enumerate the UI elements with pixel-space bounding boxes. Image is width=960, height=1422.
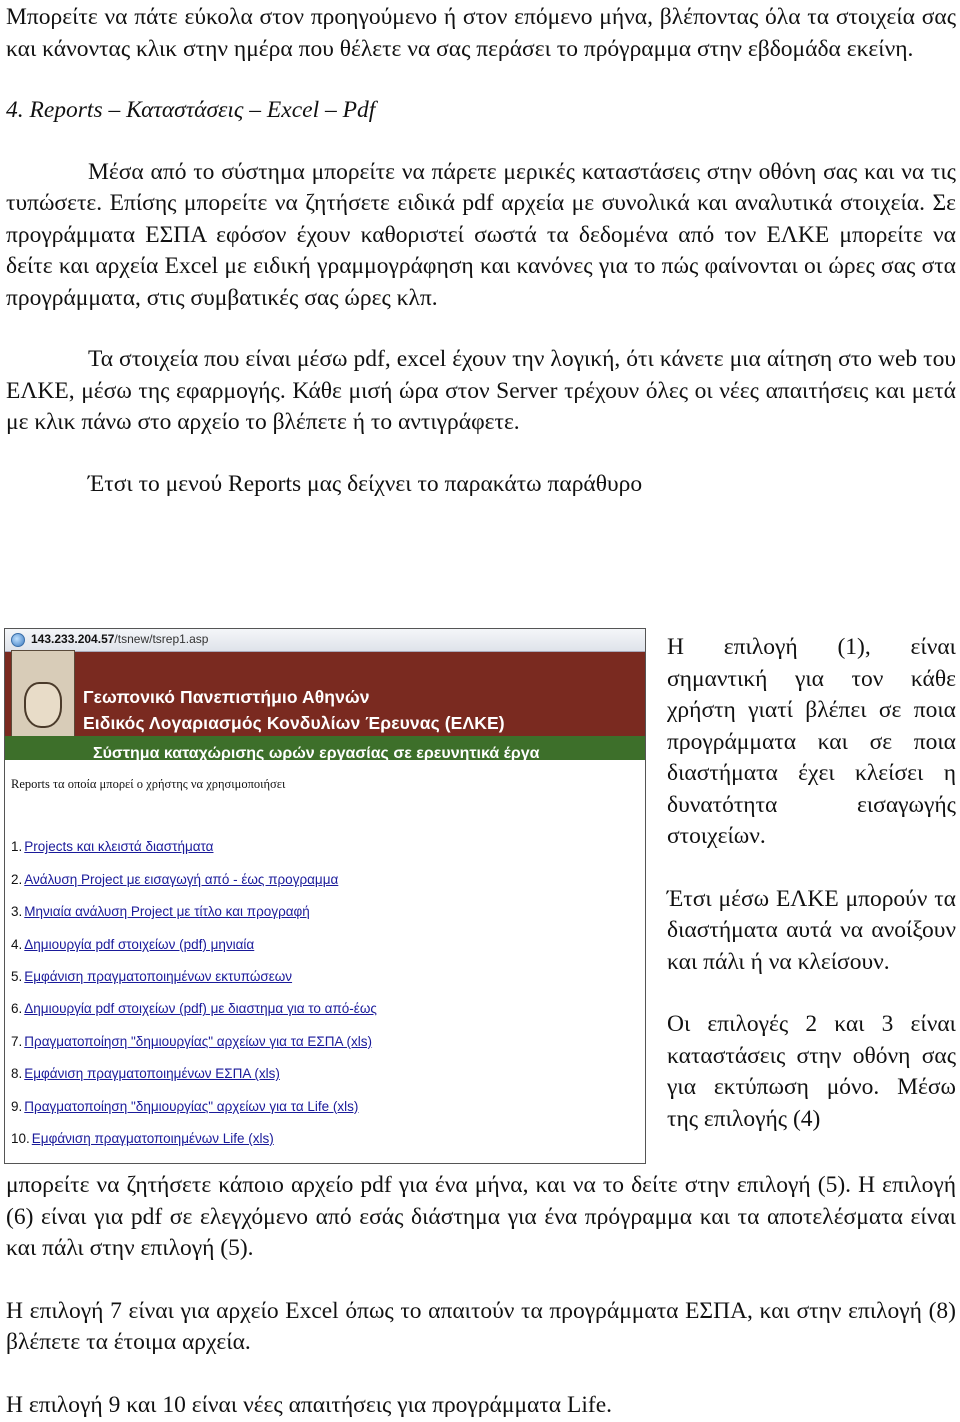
menu-item-6[interactable]: 6. Δημιουργία pdf στοιχείων (pdf) με διαστημα για το από-έως — [11, 993, 377, 1025]
paragraph-option-7: Η επιλογή 7 είναι για αρχείο Excel όπως το απαιτούν τα προγράμματα ΕΣΠΑ, και στην επιλογή (8) βλέπετε τα έτοιμα αρχεία. — [6, 1297, 956, 1355]
menu-item-4[interactable]: 4. Δημιουργία pdf στοιχείων (pdf) μηνιαία — [11, 928, 377, 960]
menu-link[interactable]: Πραγματοποίηση "δημιουργίας" αρχείων για τα ΕΣΠΑ (xls) — [24, 1033, 373, 1049]
side-paragraph-3: Οι επιλογές 2 και 3 είναι καταστάσεις στην οθόνη σας για εκτύπωση μόνο. Μέσω της επιλογής (4) — [667, 1011, 956, 1132]
menu-link[interactable] — [11, 1155, 264, 1164]
menu-item-8[interactable]: 8. Εμφάνιση πραγματοποιημένων ΕΣΠΑ (xls) — [11, 1058, 377, 1090]
menu-link[interactable]: Εμφάνιση πραγματοποιημένων ΕΣΠΑ (xls) — [24, 1066, 280, 1082]
menu-item-5[interactable]: 5. Εμφάνιση πραγματοποιημένων εκτυπώσεων — [11, 961, 377, 993]
menu-item-3[interactable]: 3. Μηνιαία ανάλυση Project με τίτλο και προγραφή — [11, 896, 377, 928]
menu-item-1[interactable]: 1. Projects και κλειστά διαστήματα — [11, 831, 377, 863]
menu-link[interactable]: Πραγματοποίηση "δημιουργίας" αρχείων για τα Life (xls) — [24, 1098, 359, 1114]
reports-menu — [11, 831, 377, 1164]
system-title: Σύστημα καταχώρισης ωρών εργασίας σε ερευνητικά έργα — [93, 745, 540, 762]
side-paragraph-2: Έτσι μέσω ΕΛΚΕ μπορούν τα διαστήματα αυτά να ανοίξουν και πάλι ή να κλείσουν. — [667, 885, 956, 975]
menu-link[interactable]: Δημιουργία pdf στοιχείων (pdf) μηνιαία — [24, 936, 255, 952]
back-to-menu-link[interactable] — [11, 1155, 377, 1164]
menu-item-9[interactable]: 9. Πραγματοποίηση "δημιουργίας" αρχείων για τα Life (xls) — [11, 1090, 377, 1122]
paragraph-pdf-excel: Τα στοιχεία που είναι μέσω pdf, excel έχουν την λογική, ότι κάνετε μια αίτηση στο web του ΕΛΚΕ, μέσω της εφαρμογής. Κάθε μισή ώρα στον Server τρέχουν όλες οι νέες απαιτήσεις και μετά με κλικ πάνω στο αρχείο το βλέπετε ή το αντιγράφετε. — [6, 346, 956, 435]
menu-item-10[interactable]: 10. Εμφάνιση πραγματοποιημένων Life (xls) — [11, 1123, 377, 1155]
site-banner — [5, 652, 645, 736]
menu-link[interactable]: Εμφάνιση πραγματοποιημένων Life (xls) — [31, 1130, 274, 1146]
menu-link[interactable]: Projects και κλειστά διαστήματα — [24, 839, 214, 855]
reports-heading: Reports τα οποία μπορεί ο χρήστης να χρησιμοποιήσει — [11, 777, 286, 791]
menu-item-7[interactable]: 7. Πραγματοποίηση "δημιουργίας" αρχείων για τα ΕΣΠΑ (xls) — [11, 1025, 377, 1057]
reports-screenshot — [4, 628, 646, 1164]
menu-link[interactable]: Μηνιαία ανάλυση Project με τίτλο και προγραφή — [24, 904, 310, 920]
intro-paragraph: Μπορείτε να πάτε εύκολα στον προηγούμενο ή στον επόμενο μήνα, βλέποντας όλα τα στοιχεία σας και κάνοντας κλικ στην ημέρα που θέλετε να σας περάσει το πρόγραμμα στην εβδομάδα εκείνη. — [6, 4, 956, 62]
after-screenshot-text — [6, 1170, 956, 1421]
side-column — [667, 632, 956, 1135]
address-path: /tsnew/tsrep1.asp — [114, 632, 209, 647]
side-paragraph-1: Η επιλογή (1), είναι σημαντική για τον κάθε χρήστη γιατί βλέπει σε ποια προγράμματα και σε ποια διαστήματα έχει κλείσει η δυνατότητα εισαγωγής στοιχείων. — [667, 634, 956, 849]
menu-link[interactable]: Δημιουργία pdf στοιχείων (pdf) με διαστημα για το από-έως — [24, 1001, 377, 1017]
paragraph-options-4-6: μπορείτε να ζητήσετε κάποιο αρχείο pdf για ένα μήνα, και να το δείτε στην επιλογή (5). Η επιλογή (6) είναι για pdf σε ελεγχόμενο από εσάς διάστημα για ένα πρόγραμμα και τα αποτελέσματα είναι και πάλι στην επιλογή (5). — [6, 1172, 956, 1261]
paragraph-options-9-10: Η επιλογή 9 και 10 είναι νέες απαιτήσεις για προγράμματα Life. — [6, 1391, 613, 1418]
document-page — [6, 0, 956, 500]
paragraph-reports-window: Έτσι το μενού Reports μας δείχνει το παρακάτω παράθυρο — [88, 470, 643, 497]
banner-title: Γεωπονικό Πανεπιστήμιο Αθηνών — [83, 687, 370, 707]
globe-icon — [11, 633, 25, 647]
menu-item-2[interactable]: 2. Ανάλυση Project με εισαγωγή από - έως προγραμμα — [11, 863, 377, 895]
address-host: 143.233.204.57 — [31, 632, 115, 647]
banner-subtitle: Ειδικός Λογαριασμός Κονδυλίων Έρευνας (ΕΛΚΕ) — [83, 713, 505, 733]
menu-link[interactable]: Ανάλυση Project με εισαγωγή από - έως προγραμμα — [24, 871, 339, 887]
address-bar[interactable] — [5, 629, 645, 652]
paragraph-reports-intro: Μέσα από το σύστημα μπορείτε να πάρετε μερικές καταστάσεις στην οθόνη σας και να τις τυπώσετε. Επίσης μπορείτε να ζητήσετε ειδικά pdf αρχεία με συνολικά και αναλυτικά στοιχεία. Σε προγράμματα ΕΣΠΑ εφόσον έχουν καθοριστεί σωστά τα δεδομένα από τον ΕΛΚΕ μπορείτε να δείτε και αρχεία Excel με ειδική γραμμογράφηση και κανόνες για το πώς φαίνονται οι ώρες σας στα προγράμματα, στις συμβατικές σας ώρες κλπ. — [6, 158, 956, 311]
section-heading: 4. Reports – Καταστάσεις – Excel – Pdf — [6, 97, 376, 123]
menu-link[interactable]: Εμφάνιση πραγματοποιημένων εκτυπώσεων — [24, 969, 293, 984]
system-title-bar — [5, 736, 645, 760]
